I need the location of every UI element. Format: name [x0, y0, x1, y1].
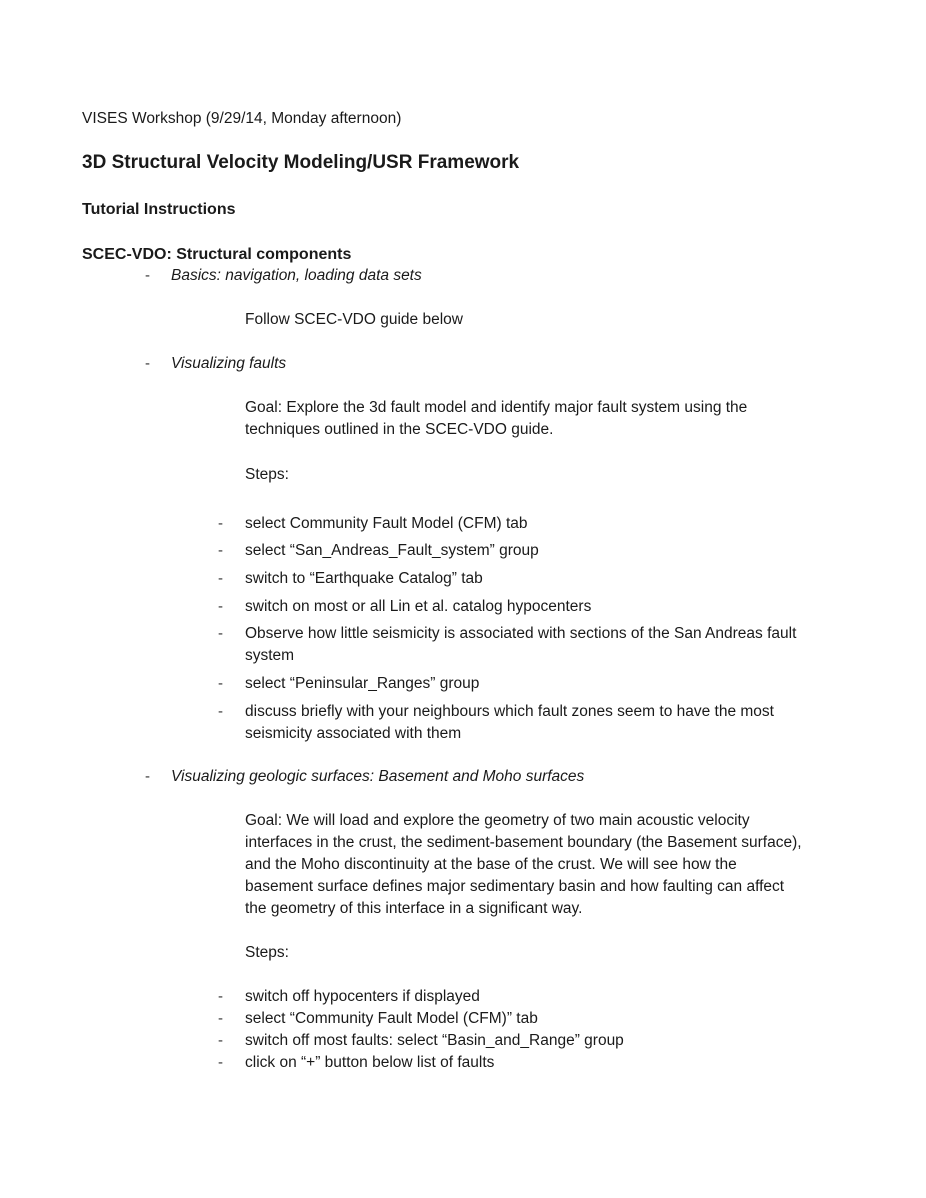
surfaces-steps-label: Steps:	[245, 944, 289, 961]
surfaces-step-text: select “Community Fault Model (CFM)” tab	[245, 1010, 538, 1027]
bullet-dash: -	[145, 267, 150, 284]
faults-step-text: select “San_Andreas_Fault_system” group	[245, 542, 539, 559]
faults-heading: Visualizing faults	[171, 355, 287, 372]
bullet-dash: -	[218, 598, 223, 615]
bullet-dash: -	[218, 675, 223, 692]
basics-heading: Basics: navigation, loading data sets	[171, 267, 422, 284]
faults-steps-label: Steps:	[245, 466, 289, 483]
faults-step-text: discuss briefly with your neighbours which fault zones seem to have the most	[245, 703, 774, 720]
surfaces-goal-line: interfaces in the crust, the sediment-basement boundary (the Basement surface),	[245, 834, 802, 851]
surfaces-goal-line: Goal: We will load and explore the geometry of two main acoustic velocity	[245, 812, 750, 829]
faults-step-text: system	[245, 647, 295, 664]
faults-step-text: switch on most or all Lin et al. catalog hypocenters	[245, 598, 592, 615]
surfaces-step-text: switch off most faults: select “Basin_and_Range” group	[245, 1032, 624, 1049]
bullet-dash: -	[218, 703, 223, 720]
basics-text: Follow SCEC-VDO guide below	[245, 311, 463, 328]
bullet-dash: -	[145, 768, 150, 785]
faults-step-text: select Community Fault Model (CFM) tab	[245, 515, 528, 532]
bullet-dash: -	[218, 625, 223, 642]
faults-step	[245, 513, 865, 535]
faults-goal	[245, 397, 865, 441]
surfaces-step	[245, 1030, 865, 1052]
surfaces-goal	[245, 810, 865, 920]
surfaces-goal-line: the geometry of this interface in a significant way.	[245, 900, 583, 917]
workshop-header: VISES Workshop (9/29/14, Monday afternoon)	[82, 110, 402, 127]
bullet-dash: -	[218, 542, 223, 559]
faults-step-text: switch to “Earthquake Catalog” tab	[245, 570, 483, 587]
bullet-dash: -	[218, 988, 223, 1005]
faults-goal-line: techniques outlined in the SCEC-VDO guide.	[245, 421, 554, 438]
bullet-dash: -	[218, 1054, 223, 1071]
faults-step	[245, 568, 865, 590]
tutorial-subtitle: Tutorial Instructions	[82, 201, 236, 218]
surfaces-goal-line: basement surface defines major sedimentary basin and how faulting can affect	[245, 878, 785, 895]
surfaces-step	[245, 986, 865, 1008]
surfaces-heading: Visualizing geologic surfaces: Basement and Moho surfaces	[171, 768, 585, 785]
bullet-dash: -	[218, 570, 223, 587]
faults-step	[245, 596, 865, 618]
faults-step	[245, 673, 865, 695]
faults-goal-line: Goal: Explore the 3d fault model and identify major fault system using the	[245, 399, 748, 416]
surfaces-step	[245, 1052, 865, 1074]
bullet-dash: -	[218, 515, 223, 532]
surfaces-step-text: click on “+” button below list of faults	[245, 1054, 495, 1071]
faults-step	[245, 701, 865, 745]
bullet-dash: -	[218, 1032, 223, 1049]
section-heading: SCEC-VDO: Structural components	[82, 246, 352, 263]
faults-step-text: Observe how little seismicity is associated with sections of the San Andreas fault	[245, 625, 797, 642]
surfaces-goal-line: and the Moho discontinuity at the base of the crust. We will see how the	[245, 856, 737, 873]
bullet-dash: -	[145, 355, 150, 372]
faults-step-text: seismicity associated with them	[245, 725, 462, 742]
faults-step	[245, 540, 865, 562]
surfaces-step-text: switch off hypocenters if displayed	[245, 988, 480, 1005]
faults-step-text: select “Peninsular_Ranges” group	[245, 675, 480, 692]
document-title: 3D Structural Velocity Modeling/USR Framework	[82, 152, 520, 173]
faults-step	[245, 623, 865, 667]
surfaces-step	[245, 1008, 865, 1030]
bullet-dash: -	[218, 1010, 223, 1027]
